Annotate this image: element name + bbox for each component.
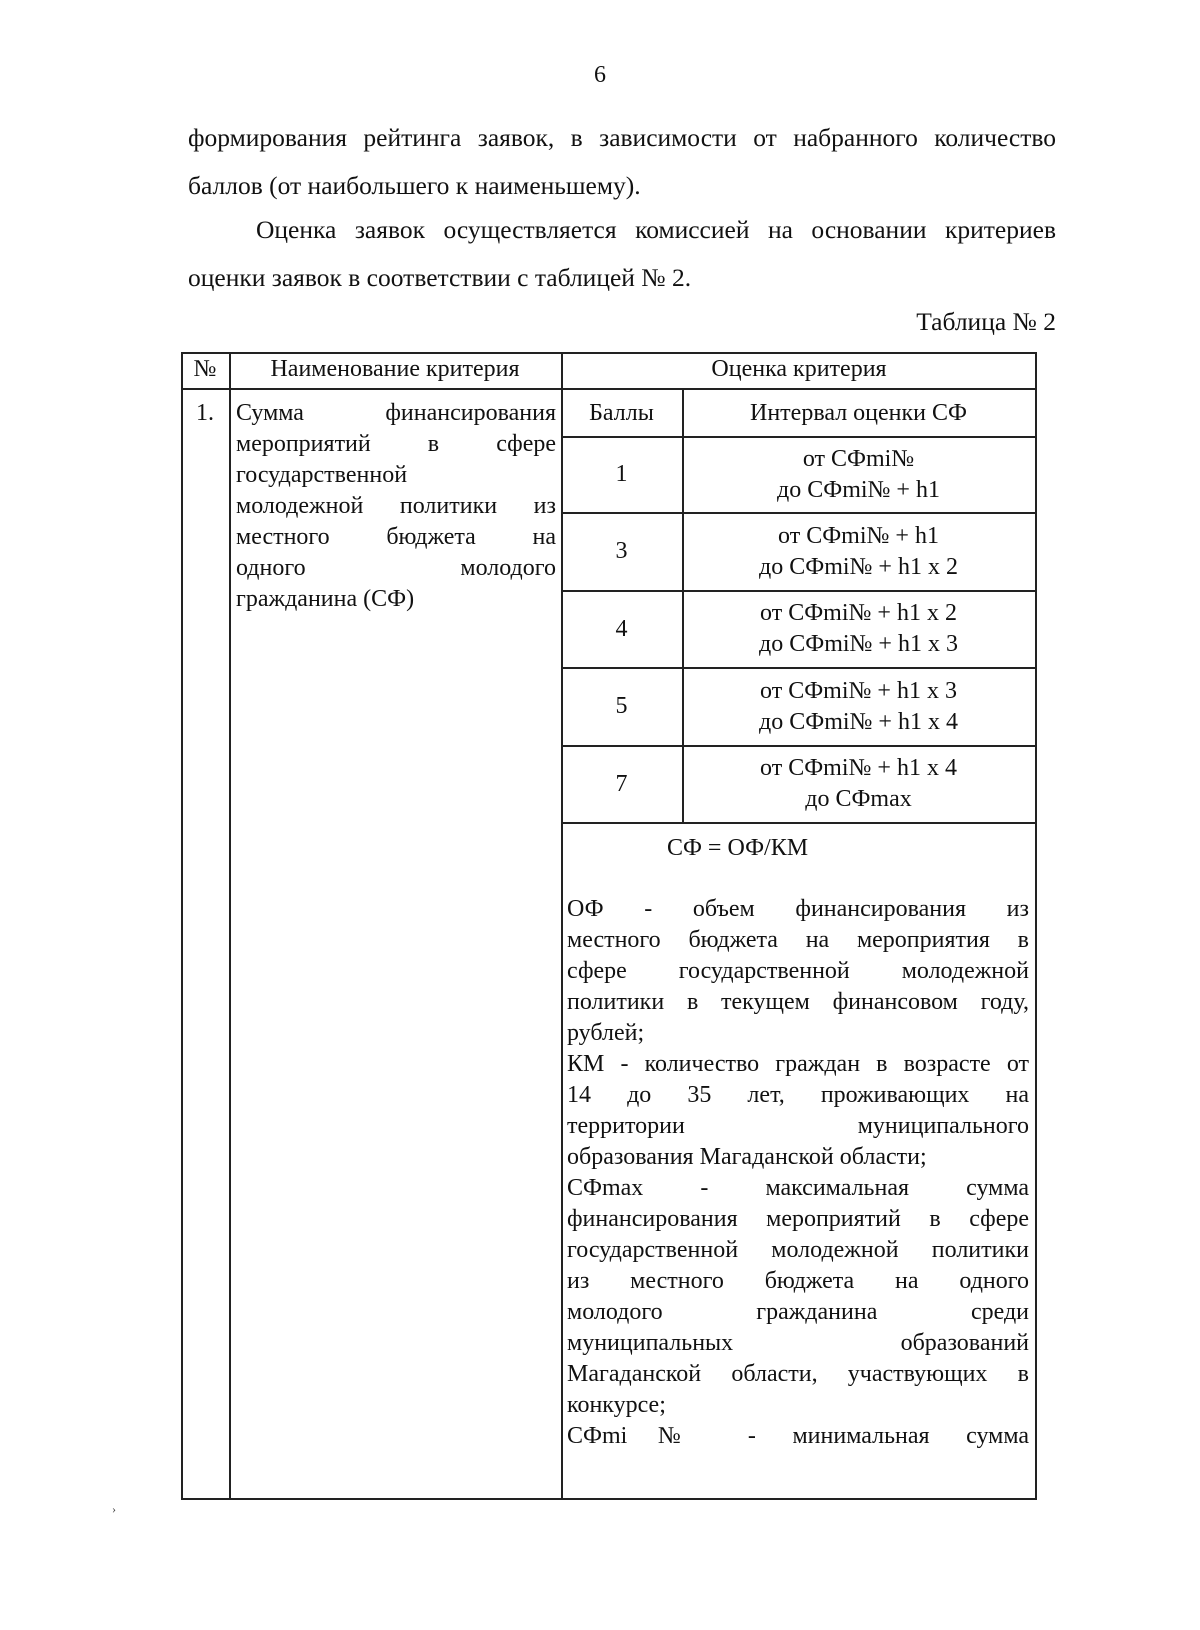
- score-points: 7: [615, 771, 628, 797]
- definition-line: местного бюджета на мероприятия в: [567, 927, 1029, 953]
- criterion-name: [236, 398, 556, 615]
- header-criterion-name: Наименование критерия: [270, 356, 520, 382]
- score-interval-to: до СФmax: [805, 786, 912, 812]
- criterion-line: местного бюджета на: [236, 524, 556, 550]
- header-points: Баллы: [589, 400, 654, 426]
- criterion-line: гражданина (СФ): [236, 586, 415, 612]
- margin-mark: ›: [112, 1502, 116, 1516]
- paragraph-evaluation: Оценка заявок осуществляется комиссией на основании критериев оценки заявок в соответствии с таблицей № 2.: [188, 215, 1056, 292]
- definition-line: конкурсе;: [567, 1392, 666, 1418]
- score-interval-from: от СФmi№: [802, 446, 915, 472]
- definition-line: муниципальных образований: [567, 1330, 1029, 1356]
- header-criterion-score: Оценка критерия: [711, 356, 887, 382]
- definition-line: политики в текущем финансовом году,: [567, 989, 1029, 1015]
- definition-line: СФmax - максимальная сумма: [567, 1175, 1029, 1201]
- definition-line: рублей;: [567, 1020, 645, 1046]
- definition-line: 14 до 35 лет, проживающих на: [567, 1082, 1029, 1108]
- definitions: [567, 894, 1029, 1452]
- definition-line: ОФ - объем финансирования из: [567, 896, 1029, 922]
- definition-line: сфере государственной молодежной: [567, 958, 1029, 984]
- table-caption: Таблица № 2: [916, 307, 1056, 336]
- score-interval-from: от СФmi№ + h1 x 3: [760, 678, 957, 704]
- score-interval-from: от СФmi№ + h1 x 2: [760, 600, 957, 626]
- score-interval-from: от СФmi№ + h1 x 4: [760, 755, 957, 781]
- definition-line: СФmi№ - минимальная сумма: [567, 1423, 1029, 1449]
- formula: СФ = ОФ/КМ: [666, 835, 809, 861]
- criterion-line: одного молодого: [236, 555, 556, 581]
- score-interval-to: до СФmi№ + h1 x 2: [759, 554, 958, 580]
- criterion-line: государственной: [236, 462, 408, 488]
- header-number: №: [193, 356, 217, 382]
- definition-line: Магаданской области, участвующих в: [567, 1361, 1029, 1387]
- criterion-line: молодежной политики из: [236, 493, 556, 519]
- definition-line: государственной молодежной политики: [567, 1237, 1029, 1263]
- score-interval-from: от СФmi№ + h1: [778, 523, 939, 549]
- definition-line: финансирования мероприятий в сфере: [567, 1206, 1029, 1232]
- row-number: 1.: [196, 400, 214, 426]
- definition-line: КМ - количество граждан в возрасте от: [567, 1051, 1029, 1077]
- definition-line: молодого гражданина среди: [567, 1299, 1029, 1325]
- score-points: 3: [615, 538, 628, 564]
- paragraph-rating: формирования рейтинга заявок, в зависимости от набранного количество баллов (от наибольшего к наименьшему).: [188, 123, 1056, 200]
- score-interval-to: до СФmi№ + h1 x 4: [759, 709, 958, 735]
- criterion-line: мероприятий в сфере: [236, 431, 556, 457]
- definition-line: территории муниципального: [567, 1113, 1029, 1139]
- score-points: 5: [615, 693, 628, 719]
- score-points: 1: [615, 461, 628, 487]
- definition-line: из местного бюджета на одного: [567, 1268, 1029, 1294]
- criterion-line: Сумма финансирования: [236, 400, 556, 426]
- score-points: 4: [615, 616, 628, 642]
- header-interval: Интервал оценки СФ: [750, 400, 967, 426]
- page-number: 6: [594, 62, 606, 88]
- score-interval-to: до СФmi№ + h1 x 3: [759, 631, 958, 657]
- score-interval-to: до СФmi№ + h1: [777, 477, 940, 503]
- definition-line: образования Магаданской области;: [567, 1144, 927, 1170]
